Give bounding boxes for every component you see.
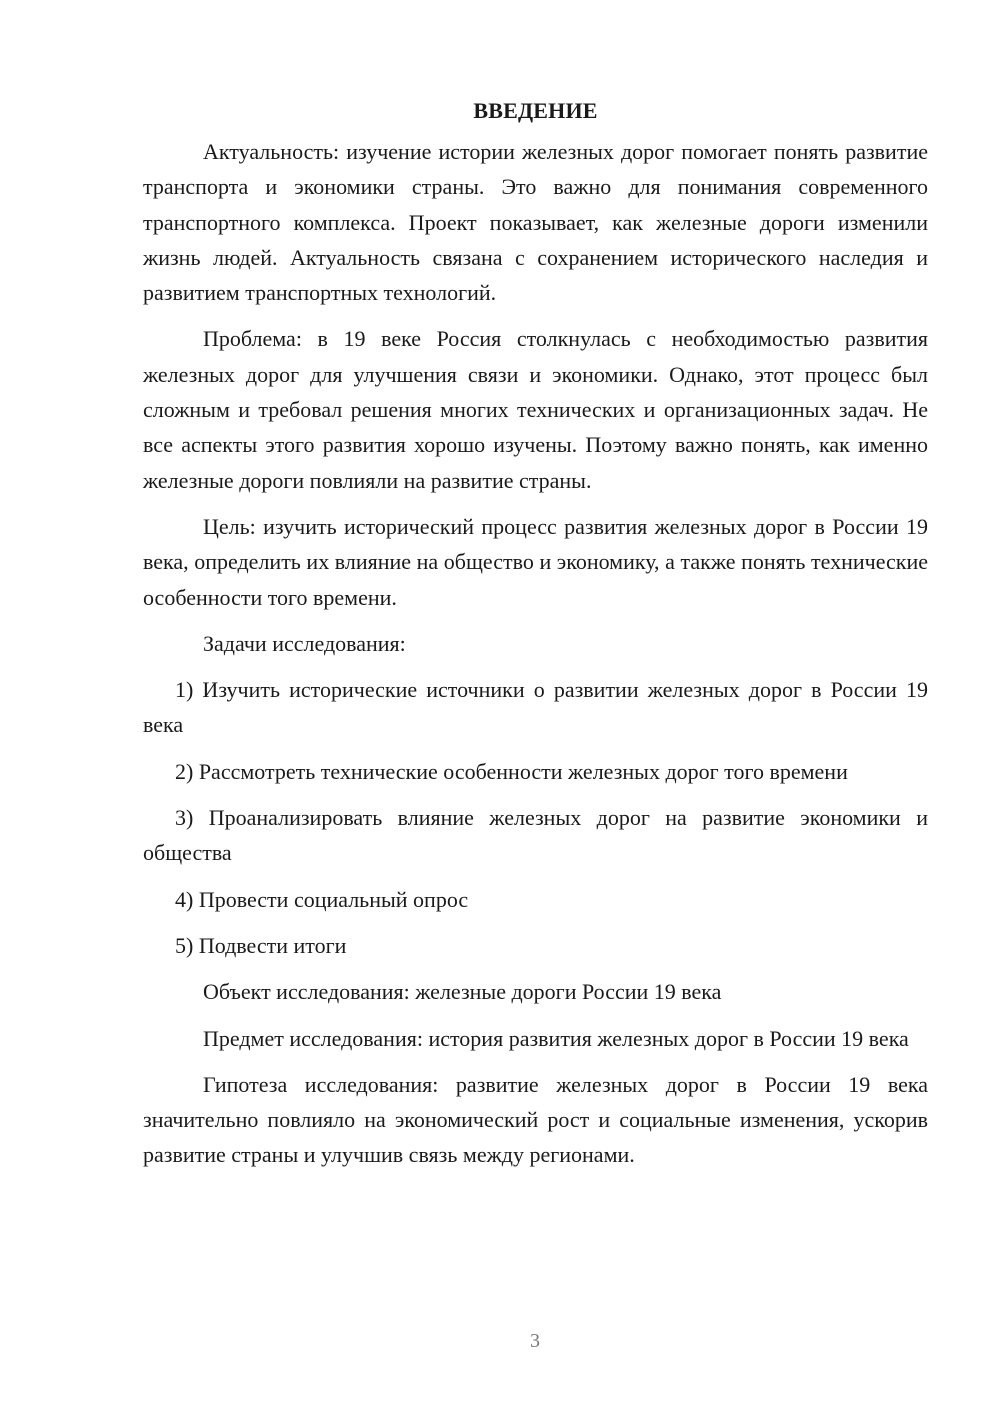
tasks-title: Задачи исследования: [203, 630, 406, 656]
relevance-paragraph: Актуальность: изучение истории железных дорог помогает понять развитие транспорта и экономики страны. Это важно для понимания современного транспортного комплекса. Проект показывает, как железные дороги изменили жизнь людей. Актуальность связана с сохранением исторического наследия и развитием транспортных технологий. [143, 139, 928, 306]
problem-paragraph: Проблема: в 19 веке Россия столкнулась с необходимостью развития железных дорог для улучшения связи и экономики. Однако, этот процесс был сложным и требовал решения многих технических и организационных задач. Не все аспекты этого развития хорошо изучены. Поэтому важно понять, как именно железные дороги повлияли на развитие страны. [143, 326, 928, 493]
section-heading: ВВЕДЕНИЕ [473, 98, 598, 123]
goal-paragraph: Цель: изучить исторический процесс развития железных дорог в России 19 века, определить их влияние на общество и экономику, а также понять технические особенности того времени. [143, 513, 928, 610]
task-item-2: 2) Рассмотреть технические особенности железных дорог того времени [175, 758, 848, 784]
hypothesis-paragraph: Гипотеза исследования: развитие железных дорог в России 19 века значительно повлияло на экономический рост и социальные изменения, ускорив развитие страны и улучшив связь между регионами. [143, 1071, 928, 1168]
task-item-3: 3) Проанализировать влияние железных дорог на развитие экономики и общества [143, 805, 928, 866]
task-item-1: 1) Изучить исторические источники о развитии железных дорог в России 19 века [143, 677, 928, 738]
task-item-5: 5) Подвести итоги [175, 932, 347, 958]
page-number: 3 [530, 1330, 540, 1352]
document-page [143, 96, 928, 1173]
object-paragraph: Объект исследования: железные дороги России 19 века [203, 979, 722, 1005]
task-item-4: 4) Провести социальный опрос [175, 886, 469, 912]
subject-paragraph: Предмет исследования: история развития железных дорог в России 19 века [203, 1025, 909, 1051]
